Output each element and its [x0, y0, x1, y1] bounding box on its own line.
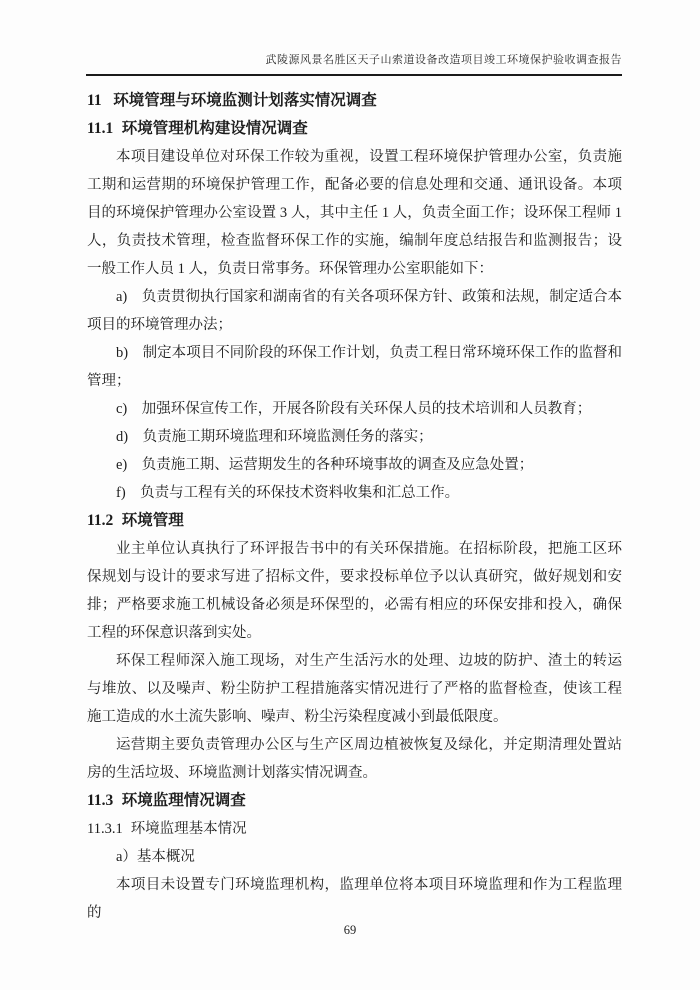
- page-number: 69: [343, 923, 357, 937]
- section-heading-11-1: [87, 115, 622, 143]
- list-item-basic-overview: a）基本概况: [116, 849, 195, 865]
- chapter-number: 11: [87, 92, 102, 109]
- paragraph-bidding-env-measures: 业主单位认真执行了环评报告书中的有关环保措施。在招标阶段，把施工区环保规划与设计的要求写进了招标文件，要求投标单位予以认真研究，做好规划和安排；严格要求施工机械设备必须是环保型的，必需有相应的环保安排和投入，确保工程的环保意识落到实处。: [87, 541, 622, 641]
- paragraph-env-office-intro: 本项目建设单位对环保工作较为重视，设置工程环境保护管理办公室，负责施工期和运营期的环境保护管理工作，配备必要的信息处理和交通、通讯设备。本项目的环境保护管理办公室设置 3 人，其中主任 1 人，负责全面工作；设环保工程师 1 人，负责技术管理，检查监督环保工作的实施，编制年度总结报告和监测报告；设一般工作人员 1 人，负责日常事务。环保管理办公室职能如下：: [87, 149, 622, 277]
- duty-item-b: b) 制定本项目不同阶段的环保工作计划，负责工程日常环境环保工作的监督和管理；: [87, 345, 622, 389]
- paragraph-operation-period: 运营期主要负责管理办公区与生产区周边植被恢复及绿化，并定期清理处置站房的生活垃圾、环境监测计划落实情况调查。: [87, 737, 622, 781]
- chapter-heading: [87, 87, 622, 115]
- section-number: 11.2: [87, 512, 114, 529]
- section-title: 环境管理: [121, 512, 184, 529]
- duty-item-e: e) 负责施工期、运营期发生的各种环境事故的调查及应急处置；: [116, 457, 534, 473]
- subsection-heading-11-3-1: [87, 815, 622, 843]
- document-body: [87, 87, 622, 927]
- subsection-number: 11.3.1: [87, 821, 123, 837]
- header-rule: [86, 74, 622, 76]
- section-title: 环境监理情况调查: [121, 792, 246, 809]
- section-heading-11-2: [87, 507, 622, 535]
- paragraph-engineer-supervision: 环保工程师深入施工现场，对生产生活污水的处理、边坡的防护、渣土的转运与堆放、以及噪声、粉尘防护工程措施落实情况进行了严格的监督检查，使该工程施工造成的水土流失影响、噪声、粉尘污染程度减小到最低限度。: [87, 653, 622, 725]
- subsection-title: 环境监理基本情况: [130, 821, 247, 837]
- duty-item-c: c) 加强环保宣传工作，开展各阶段有关环保人员的技术培训和人员教育；: [116, 401, 592, 417]
- section-heading-11-3: [87, 787, 622, 815]
- duty-item-d: d) 负责施工期环境监理和环境监测任务的落实；: [116, 429, 433, 445]
- section-number: 11.1: [87, 120, 114, 137]
- duty-item-f: f) 负责与工程有关的环保技术资料收集和汇总工作。: [116, 485, 460, 501]
- running-header-title: 武陵源风景名胜区天子山索道设备改造项目竣工环境保护验收调查报告: [265, 54, 622, 66]
- chapter-title: 环境管理与环境监测计划落实情况调查: [113, 92, 377, 109]
- paragraph-no-dedicated-supervision: 本项目未设置专门环境监理机构，监理单位将本项目环境监理和作为工程监理的: [87, 877, 622, 921]
- section-number: 11.3: [87, 792, 114, 809]
- section-title: 环境管理机构建设情况调查: [121, 120, 308, 137]
- duty-item-a: a) 负责贯彻执行国家和湖南省的有关各项环保方针、政策和法规，制定适合本项目的环境管理办法；: [87, 289, 622, 333]
